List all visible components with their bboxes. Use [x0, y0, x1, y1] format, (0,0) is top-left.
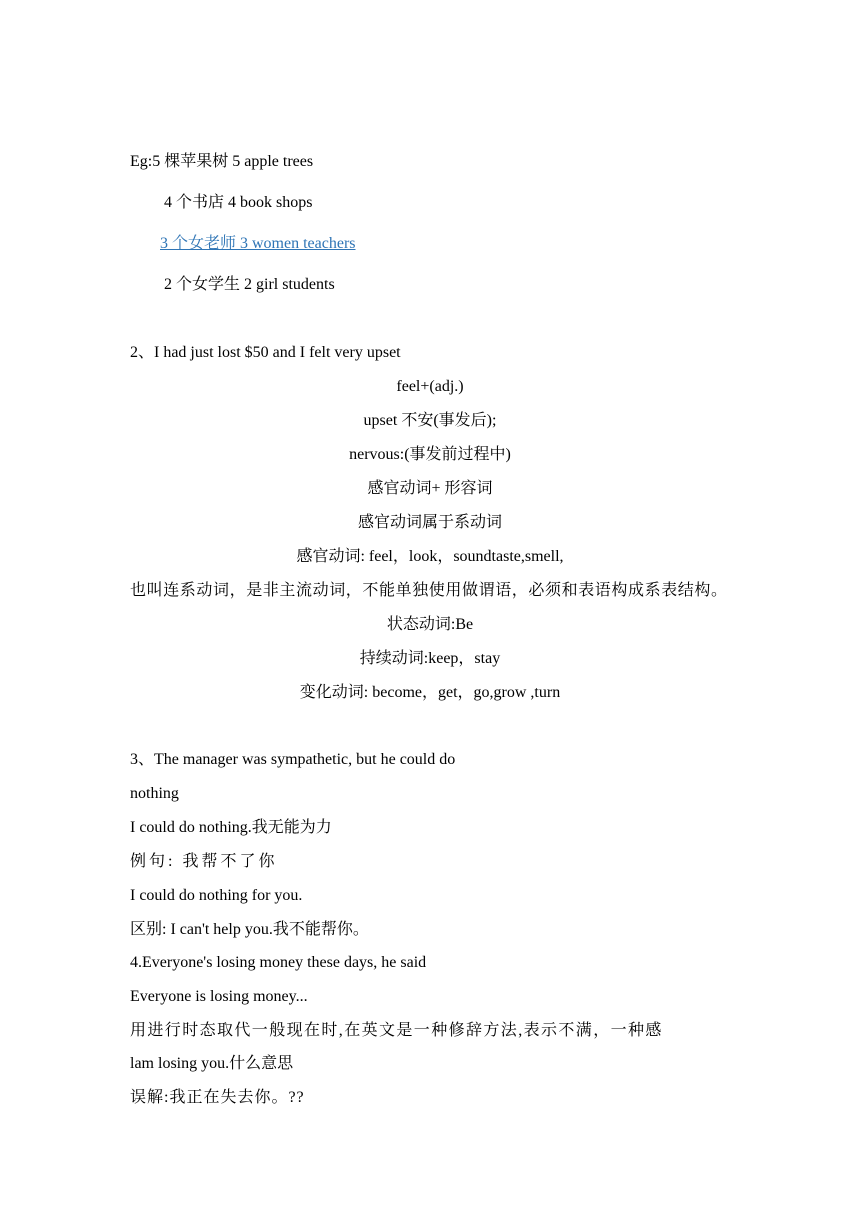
upset-note: upset 不安(事发后); — [363, 412, 497, 429]
section4-sentence1: Everyone is losing money... — [130, 988, 308, 1005]
change-verbs: 变化动词: become，get，go,grow ,turn — [299, 684, 561, 701]
continue-verbs: 持续动词:keep，stay — [359, 650, 501, 667]
sense-verb-adj-note: 感官动词+ 形容词 — [367, 480, 493, 497]
section4-heading: 4.Everyone's losing money these days, he said — [130, 954, 427, 971]
section3-example-label: 例句: 我帮不了你 — [130, 853, 278, 870]
example-apple-trees: Eg:5 棵苹果树 5 apple trees — [130, 153, 314, 170]
section4-misreading: 误解:我正在失去你。?? — [130, 1089, 305, 1106]
section3-sentence1: I could do nothing.我无能为力 — [130, 819, 332, 836]
section3-heading: 3、The manager was sympathetic, but he could do — [130, 751, 456, 768]
example-girl-students: 2 个女学生 2 girl students — [164, 276, 335, 293]
sense-verbs-list: 感官动词: feel，look，soundtaste,smell, — [296, 548, 564, 565]
nervous-note: nervous:(事发前过程中) — [349, 446, 511, 463]
example-book-shops: 4 个书店 4 book shops — [164, 194, 313, 211]
section2-heading: 2、I had just lost $50 and I felt very upset — [130, 344, 401, 361]
sense-verb-link-note: 感官动词属于系动词 — [357, 514, 502, 531]
feel-adj-note: feel+(adj.) — [396, 378, 464, 395]
section4-sentence2: lam losing you.什么意思 — [130, 1055, 294, 1072]
section3-sentence2: I could do nothing for you. — [130, 887, 303, 904]
linking-verb-explanation: 也叫连系动词，是非主流动词，不能单独使用做谓语，必须和表语构成系表结构。 — [130, 582, 728, 599]
section3-heading-continued: nothing — [130, 785, 179, 802]
state-verbs: 状态动词:Be — [386, 616, 474, 633]
example-women-teachers-link[interactable]: 3 个女老师 3 women teachers — [160, 235, 356, 252]
section4-explanation: 用进行时态取代一般现在时,在英文是一种修辞方法,表示不满，一种感 — [130, 1022, 663, 1039]
section3-difference: 区别: I can't help you.我不能帮你。 — [130, 921, 369, 938]
